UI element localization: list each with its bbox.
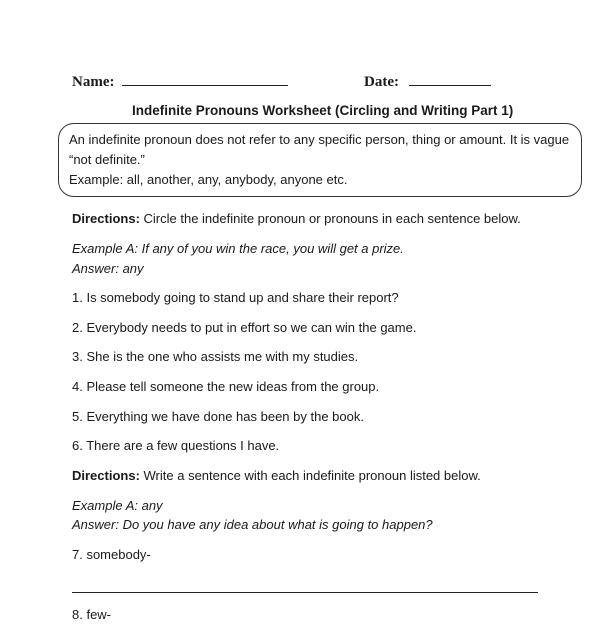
- answer-line-7[interactable]: [72, 592, 538, 593]
- definition-example: Example: all, another, any, anybody, anyone etc.: [69, 172, 348, 187]
- date-field[interactable]: [364, 71, 491, 91]
- date-label: Date:: [364, 74, 399, 90]
- section1-directions-text: Circle the indefinite pronoun or pronouns in each sentence below.: [139, 211, 521, 226]
- section1-answer: Answer: any: [72, 261, 144, 276]
- section2-example: Example A: any: [72, 498, 163, 513]
- date-blank-line[interactable]: [409, 71, 491, 86]
- exercise-item-3[interactable]: 3. She is the one who assists me with my studies.: [72, 349, 359, 364]
- exercise-item-6[interactable]: 6. There are a few questions I have.: [72, 438, 280, 453]
- definition-line-2: “not definite.”: [69, 152, 145, 167]
- section2-directions-label: Directions:: [72, 468, 140, 483]
- definition-line-1: An indefinite pronoun does not refer to any specific person, thing or amount. It is vague: [69, 132, 570, 147]
- exercise-item-4[interactable]: 4. Please tell someone the new ideas from the group.: [72, 379, 380, 394]
- name-field[interactable]: [72, 71, 288, 91]
- name-label: Name:: [72, 74, 115, 90]
- worksheet-title: Indefinite Pronouns Worksheet (Circling and Writing Part 1): [132, 103, 514, 118]
- exercise-item-5[interactable]: 5. Everything we have done has been by the book.: [72, 409, 364, 424]
- exercise-item-7: 7. somebody-: [72, 547, 151, 562]
- section1-example: Example A: If any of you win the race, you will get a prize.: [72, 241, 404, 256]
- section1-directions: [72, 211, 521, 226]
- section1-directions-label: Directions:: [72, 211, 140, 226]
- exercise-item-1[interactable]: 1. Is somebody going to stand up and share their report?: [72, 290, 399, 305]
- section2-directions-text: Write a sentence with each indefinite pronoun listed below.: [139, 468, 481, 483]
- exercise-item-8: 8. few-: [72, 607, 112, 622]
- name-blank-line[interactable]: [122, 71, 288, 86]
- section2-answer: Answer: Do you have any idea about what is going to happen?: [72, 517, 433, 532]
- exercise-item-2[interactable]: 2. Everybody needs to put in effort so we can win the game.: [72, 320, 417, 335]
- section2-directions: [72, 468, 481, 483]
